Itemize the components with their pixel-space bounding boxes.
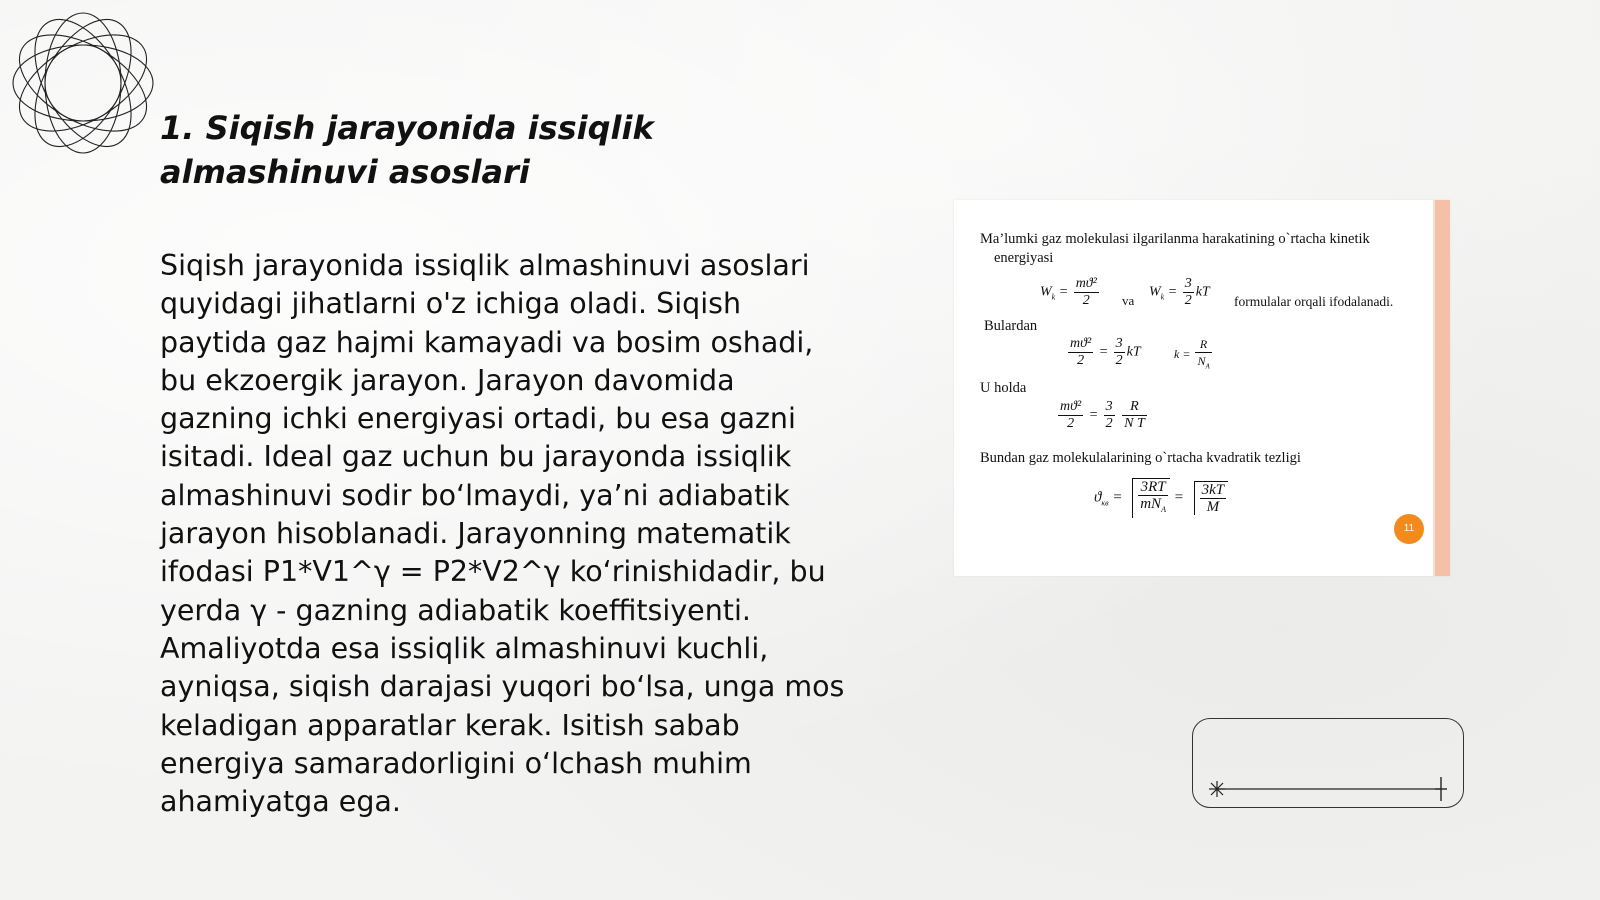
eq6-lhs: ϑ [1094,489,1102,506]
eq2-tail: kT [1195,284,1210,300]
eq5-numerator: mϑ² [1060,399,1082,414]
eq3-tail: kT [1126,344,1141,360]
eq4-fraction [1195,336,1211,374]
eq1-denominator: 2 [1082,293,1090,308]
eq6-denominator-1: mN [1140,496,1162,512]
eq2-denominator: 2 [1184,293,1192,308]
bulardan-text: Bulardan [984,318,1038,334]
kinetic-energy-equation-1: $W_k$ = $\frac{\text{mϑ²}}{2}$ [1040,276,1097,308]
spirograph-logo-icon [10,10,156,156]
decorative-line-box [1192,718,1464,808]
eq5-left-fraction [1058,399,1083,432]
eq4-denominator: N [1197,354,1206,368]
eq3-right-numerator: 3 [1115,336,1123,351]
line-with-markers-icon [1193,719,1465,809]
kinetic-energy-equation-2: $W_k$ = $\frac{3}{2}$ kT [1149,276,1210,308]
eq4-lhs: k = [1174,346,1191,361]
eq5-middle-denominator: 2 [1105,416,1113,431]
formula-intro-line-2: energiyasi [994,250,1054,266]
eq6-numerator-2: 3kT [1201,482,1225,498]
eq5-middle-numerator: 3 [1105,399,1113,414]
eq3-left-fraction [1068,336,1093,369]
u-holda-text: U holda [980,380,1027,396]
eq6-numerator-1: 3RT [1138,479,1168,496]
energy-temperature-equation: $\frac{\text{mϑ²}}{2}$ = $\frac{3}{2}$ kT [1070,336,1141,368]
page-number-badge: 11 [1394,514,1424,544]
eq6-sqrt-1 [1132,478,1170,518]
eq6-fraction-2 [1200,482,1227,515]
rms-velocity-equation: $ϑ_{кв}$ = $\frac{3RT}{mN_A}$ = $\frac{3kT}{M}$ [1094,478,1228,518]
formulalar-text: formulalar orqali ifodalanadi. [1234,294,1394,309]
eq2-fraction [1183,276,1194,309]
formula-image-card [954,200,1450,576]
eq1-fraction [1074,276,1099,309]
cross-marker-icon [1435,777,1447,801]
eq5-right-fraction [1122,399,1147,432]
eq1-lhs: W [1040,284,1052,300]
eq3-right-denominator: 2 [1115,353,1123,368]
va-word: va [1122,293,1135,308]
eq5-denominator: 2 [1067,416,1075,431]
slide-title: 1. Siqish jarayonida issiqlik almashinuvi asoslari [160,109,654,191]
eq6-denominator-1-wrap: $mN_A$ [1140,496,1166,514]
eq4-denominator-wrap: $N_A$ [1197,354,1210,371]
bundan-text: Bundan gaz molekulalarining o`rtacha kvadratik tezligi [980,450,1301,466]
eq2-lhs: W [1149,284,1161,300]
eq4-numerator: R [1195,336,1211,353]
eq3-right-fraction [1114,336,1125,369]
slide-body-text: Siqish jarayonida issiqlik almashinuvi asoslari quyidagi jihatlarni o'z ichiga oladi. Siqish paytida gaz hajmi kamayadi va bosim oshadi, bu ekzoergik jarayon. Jarayon davomida gazning ichki energiyasi ortadi, bu esa gazni isitadi. Ideal gaz uchun bu jarayonda issiqlik almashinuvi sodir bo‘lmaydi, ya’ni adiabatik jarayon hisoblanadi. Jarayonning matematik ifodasi P1*V1^γ = P2*V2^γ ko‘rinishidadir, bu yerda γ - gazning adiabatik koeffitsiyenti. Amaliyotda esa issiqlik almashinuvi kuchli, ayniqsa, siqish darajasi yuqori bo‘lsa, unga mos keladigan apparatlar kerak. Isitish sabab energiya samaradorligini o‘lchash muhim ahamiyatga ega. [160,249,845,819]
boltzmann-constant-equation [1174,336,1214,374]
card-accent-stripe [1435,200,1450,576]
eq2-numerator: 3 [1184,276,1192,291]
eq3-denominator: 2 [1077,353,1085,368]
eq3-numerator: mϑ² [1070,336,1092,351]
eq5-right-numerator: R [1122,399,1147,416]
eq5-right-denominator: N T [1124,416,1145,431]
eq6-denominator-2: M [1206,499,1220,515]
energy-gas-constant-equation: $\frac{\text{mϑ²}}{2}$ = $\frac{3}{2}$ $\frac{R}{\text{N T}}$ [1060,399,1145,431]
eq1-numerator: mϑ² [1075,276,1097,291]
eq5-middle-fraction [1104,399,1115,432]
eq6-sqrt-2 [1194,481,1229,515]
formula-intro-line: Ma’lumki gaz molekulasi ilgarilanma harakatining o`rtacha kinetik [980,231,1370,247]
sparkle-star-icon [1209,781,1225,797]
eq6-fraction-1 [1138,479,1168,518]
